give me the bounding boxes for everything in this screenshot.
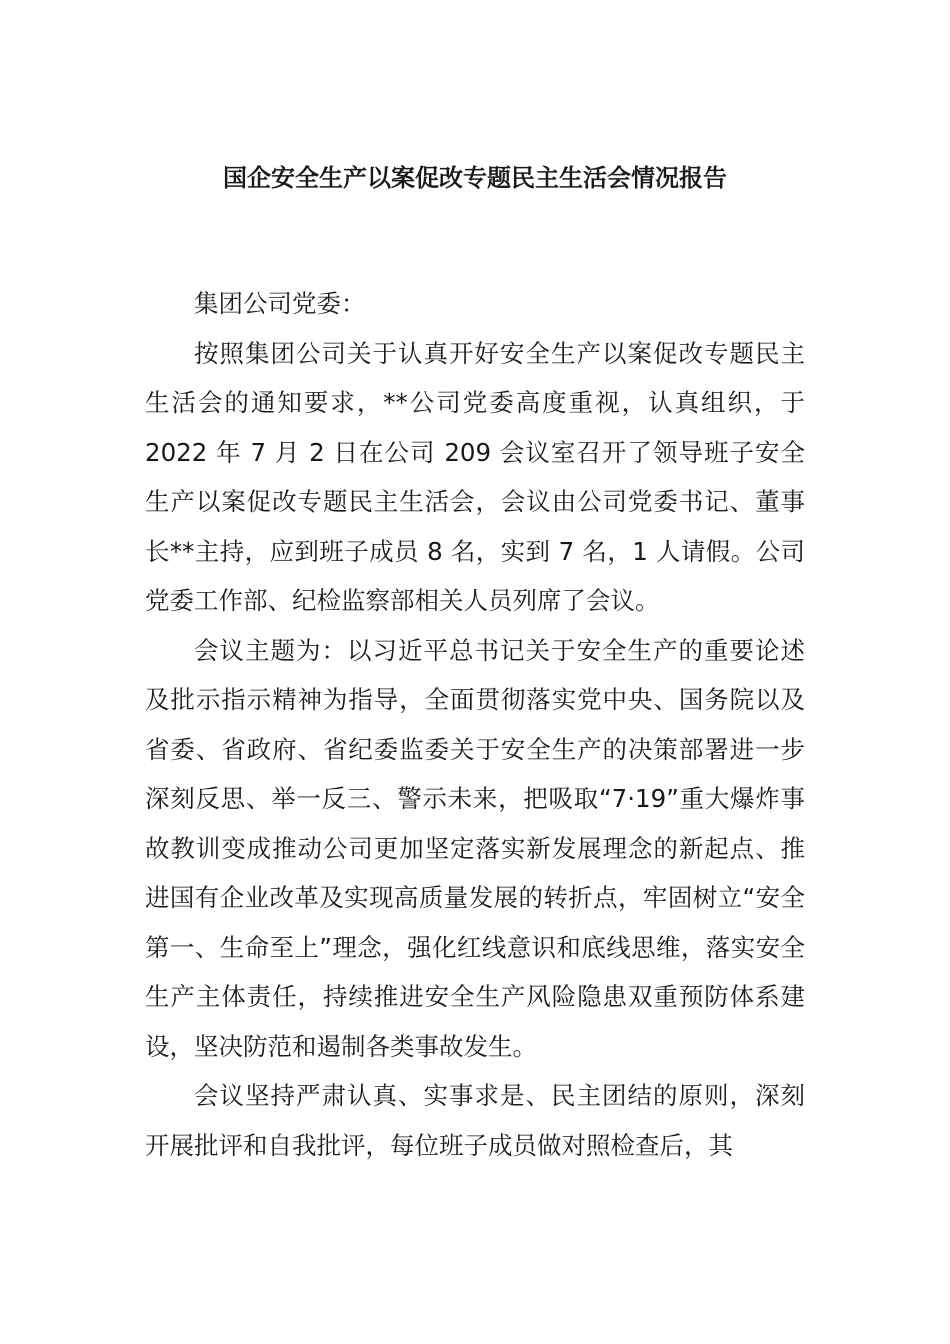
document-title: 国企安全生产以案促改专题民主生活会情况报告 [223,164,727,192]
paragraph-1: 按照集团公司关于认真开好安全生产以案促改专题民主生活会的通知要求，**公司党委高度重视，认真组织，于 2022 年 7 月 2 日在公司 209 会议室召开了领导班子安全生产以案促改专题民主生活会，会议由公司党委书记、董事长**主持，应到班子成员 8 名，实到 7 名，1 人请假。公司党委工作部、纪检监察部相关人员列席了会议。 [145,338,805,615]
salutation: 集团公司党委： [194,289,366,318]
paragraph-3: 会议坚持严肃认真、实事求是、民主团结的原则，深刻开展批评和自我批评，每位班子成员做对照检查后，其 [145,1081,805,1160]
document-body [145,279,805,1170]
paragraph-2: 会议主题为：以习近平总书记关于安全生产的重要论述及批示指示精神为指导，全面贯彻落实党中央、国务院以及省委、省政府、省纪委监委关于安全生产的决策部署进一步深刻反思、举一反三、警示未来，把吸取“7·19”重大爆炸事故教训变成推动公司更加坚定落实新发展理念的新起点、推进国有企业改革及实现高质量发展的转折点，牢固树立“安全第一、生命至上”理念，强化红线意识和底线思维，落实安全生产主体责任，持续推进安全生产风险隐患双重预防体系建设，坚决防范和遏制各类事故发生。 [145,635,805,1061]
